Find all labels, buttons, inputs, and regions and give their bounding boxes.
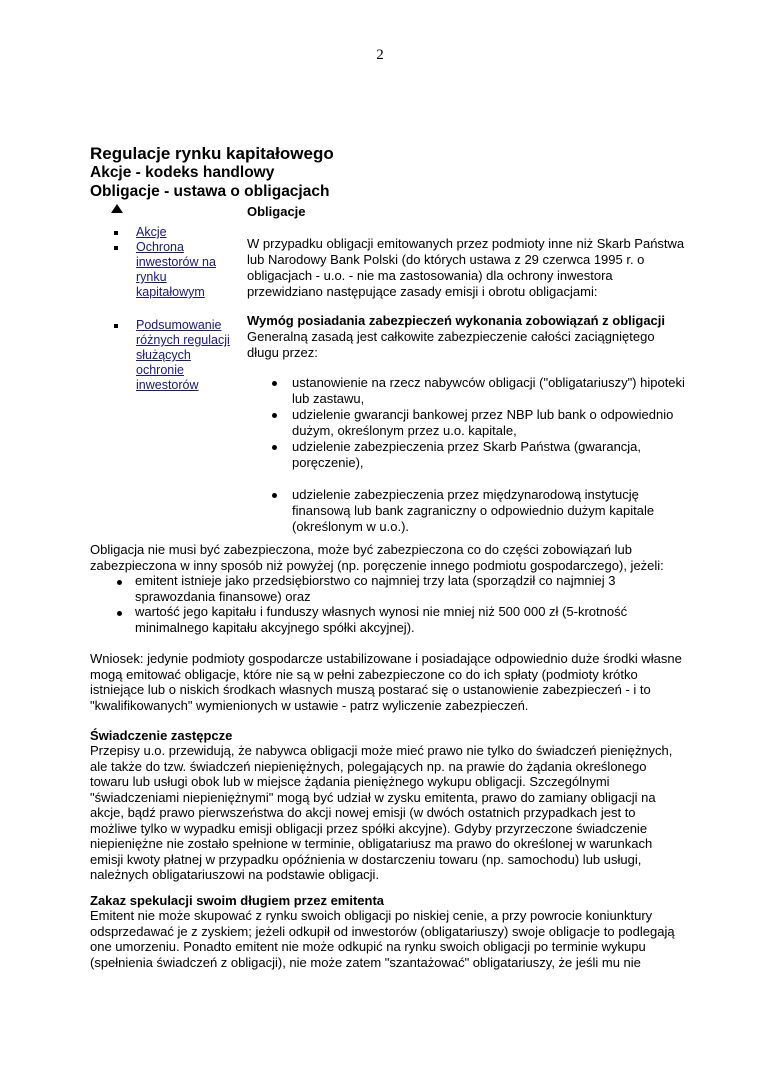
list-item: ustanowienie na rzecz nabywców obligacji ("obligatariuszy") hipoteki lub zastawu, xyxy=(292,375,685,406)
square-bullet-icon xyxy=(114,324,118,328)
bullet-dot-icon xyxy=(272,445,277,450)
zabezpieczenie-text: Obligacja nie musi być zabezpieczona, może być zabezpieczona co do części zobowiązań lub zabezpieczona w inny sposób niż powyżej (np. poręczenie innego podmiotu gospodarczego), jeżeli: xyxy=(90,542,664,573)
up-arrow-icon[interactable] xyxy=(111,204,123,213)
section-heading-obligacje: Obligacje xyxy=(247,204,306,219)
subtitle-obligacje: Obligacje - ustawa o obligacjach xyxy=(90,183,330,200)
bullet-dot-icon xyxy=(117,611,122,616)
bullet-dot-icon xyxy=(272,413,277,418)
list-item: emitent istnieje jako przedsiębiorstwo co najmniej trzy lata (sporządził co najmniej 3 sprawozdania finansowe) oraz xyxy=(135,573,616,604)
obligacje-intro: W przypadku obligacji emitowanych przez podmioty inne niż Skarb Państwa lub Narodowy Bank Polski (do których ustawa z 29 czerwca 1995 r. o obligacjach - u.o. - nie ma zastosowania) dla ochrony inwestora przewidziano następujące zasady emisji i obrotu obligacjami: xyxy=(247,236,685,299)
list-item: wartość jego kapitału i funduszy własnych wynosi nie mniej niż 500 000 zł (5-krotność minimalnego kapitału akcyjnego spółki akcyjnej). xyxy=(135,604,628,635)
nav-link-podsumowanie[interactable]: Podsumowanie różnych regulacji służących ochronie inwestorów xyxy=(136,318,230,392)
page-number: 2 xyxy=(376,47,384,63)
requirement-text: Generalną zasadą jest całkowite zabezpieczenie całości zaciągniętego długu przez: xyxy=(247,329,655,360)
bullet-dot-icon xyxy=(117,580,122,585)
list-item: udzielenie zabezpieczenia przez międzynarodową instytucję finansową lub bank zagraniczny o odpowiednio dużym kapitale (określonym w u.o.). xyxy=(292,487,655,534)
requirement-heading: Wymóg posiadania zabezpieczeń wykonania zobowiązań z obligacji xyxy=(247,313,666,328)
bullet-dot-icon xyxy=(272,493,277,498)
subtitle-akcje: Akcje - kodeks handlowy xyxy=(90,164,275,181)
swiadczenie-text: Przepisy u.o. przewidują, że nabywca obligacji może mieć prawo nie tylko do świadczeń pieniężnych, ale także do tzw. świadczeń niepieniężnych, polegających np. na prawie do żądania określonego towaru lub usługi obok lub w miejsce żądania pieniężnego wykupu obligacji. Szczególnymi "świadczeniami niepieniężnymi" mogą być udział w zysku emitenta, prawo do zamiany obligacji na akcje, bądź prawo pierwszeństwa do akcji nowej emisji (w dwóch ostatnich przypadkach jest to możliwe tylko w wypadku emisji obligacji przez spółki akcyjne). Gdyby przyrzeczone świadczenie niepieniężne nie zostało spełnione w terminie, obligatariusz ma prawo do określonej w warunkach emisji kwoty płatnej w przypadku opóźnienia w dostarczeniu towaru (np. samochodu) lub usługi, należnych obligatariuszowi na podstawie obligacji. xyxy=(90,743,673,882)
headings xyxy=(90,144,334,201)
nav-link-akcje[interactable]: Akcje xyxy=(136,225,167,239)
square-bullet-icon xyxy=(114,231,118,235)
swiadczenie-heading: Świadczenie zastępcze xyxy=(90,728,233,743)
bullet-dot-icon xyxy=(272,381,277,386)
page-title: Regulacje rynku kapitałowego xyxy=(90,144,334,163)
wniosek-text: Wniosek: jedynie podmioty gospodarcze ustabilizowane i posiadające odpowiednio duże środki własne mogą emitować obligacje, które nie są w pełni zabezpieczone co do ich spłaty (podmioty krótko istniejące lub o niskich środkach własnych muszą postarać się o ustanowienie zabezpieczeń - i to "kwalifikowanych" wymienionych w ustawie - patrz wyliczenie zabezpieczeń. xyxy=(90,651,682,713)
nav-link-ochrona[interactable]: Ochrona inwestorów na rynku kapitałowym xyxy=(136,240,216,299)
list-item: udzielenie zabezpieczenia przez Skarb Państwa (gwarancja, poręczenie), xyxy=(292,439,642,470)
square-bullet-icon xyxy=(114,246,118,250)
zakaz-text: Emitent nie może skupować z rynku swoich obligacji po niskiej cenie, a przy powrocie koniunktury odsprzedawać je z zyskiem; jeżeli odkupił od inwestorów (obligatariuszy) swoje obligacje to podlegają one umorzeniu. Ponadto emitent nie może odkupić na rynku swoich obligacji po terminie wykupu (spełnienia świadczeń z obligacji), nie może zatem "szantażować" obligatariuszy, że jeśli mu nie xyxy=(90,908,675,970)
zakaz-heading: Zakaz spekulacji swoim długiem przez emitenta xyxy=(90,893,385,908)
list-item: udzielenie gwarancji bankowej przez NBP lub bank o odpowiednio dużym, określonym przez u.o. kapitale, xyxy=(292,407,674,438)
